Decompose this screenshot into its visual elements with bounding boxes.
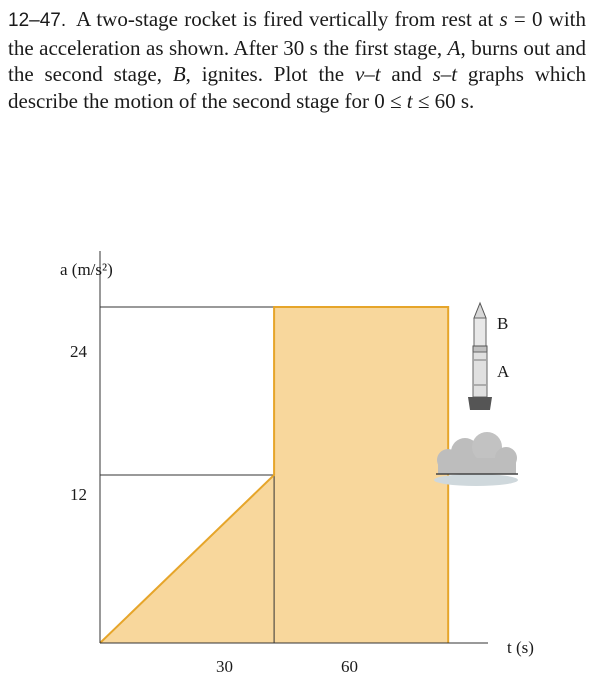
s-symbol: s	[499, 7, 508, 31]
rocket-stage-b	[474, 318, 486, 346]
rocket-label-b: B	[497, 314, 509, 333]
rocket-label-a: A	[497, 362, 510, 381]
problem-text-3: , burns out and the second stage,	[8, 35, 586, 86]
y-axis-label: a (m/s²)	[60, 260, 113, 279]
rocket-stage-a	[473, 352, 487, 397]
problem-number: 12–47.	[8, 10, 67, 31]
problem-text-1: A two-stage rocket is fired vertically from rest at	[76, 7, 500, 31]
stage-a-symbol: A	[447, 35, 461, 60]
rocket-coupler	[473, 346, 487, 352]
y-tick-24: 24	[70, 342, 87, 361]
rocket-fins-icon	[468, 397, 492, 410]
rocket-illustration	[468, 303, 510, 410]
vt-symbol: v–t	[354, 62, 381, 86]
y-tick-12: 12	[70, 485, 87, 504]
st-symbol: s–t	[432, 62, 458, 86]
problem-text-7: ≤ 60 s.	[412, 88, 475, 113]
cloud-base	[438, 458, 516, 474]
t-symbol: t	[406, 88, 413, 113]
problem-text-4: , ignites. Plot the	[185, 62, 355, 86]
problem-text-6: graphs which describe the motion of the second stage for 0 ≤	[8, 62, 587, 113]
problem-text-2: = 0 with the acceleration as shown. After 30 s the first stage,	[8, 7, 586, 60]
rocket-nose-icon	[474, 303, 486, 318]
x-tick-60: 60	[341, 657, 358, 674]
x-axis-label: t (s)	[507, 638, 534, 657]
x-tick-30: 30	[216, 657, 233, 674]
stage-b-symbol: B	[172, 62, 186, 86]
cloud-shadow	[434, 474, 518, 486]
problem-text-5: and	[380, 62, 433, 86]
